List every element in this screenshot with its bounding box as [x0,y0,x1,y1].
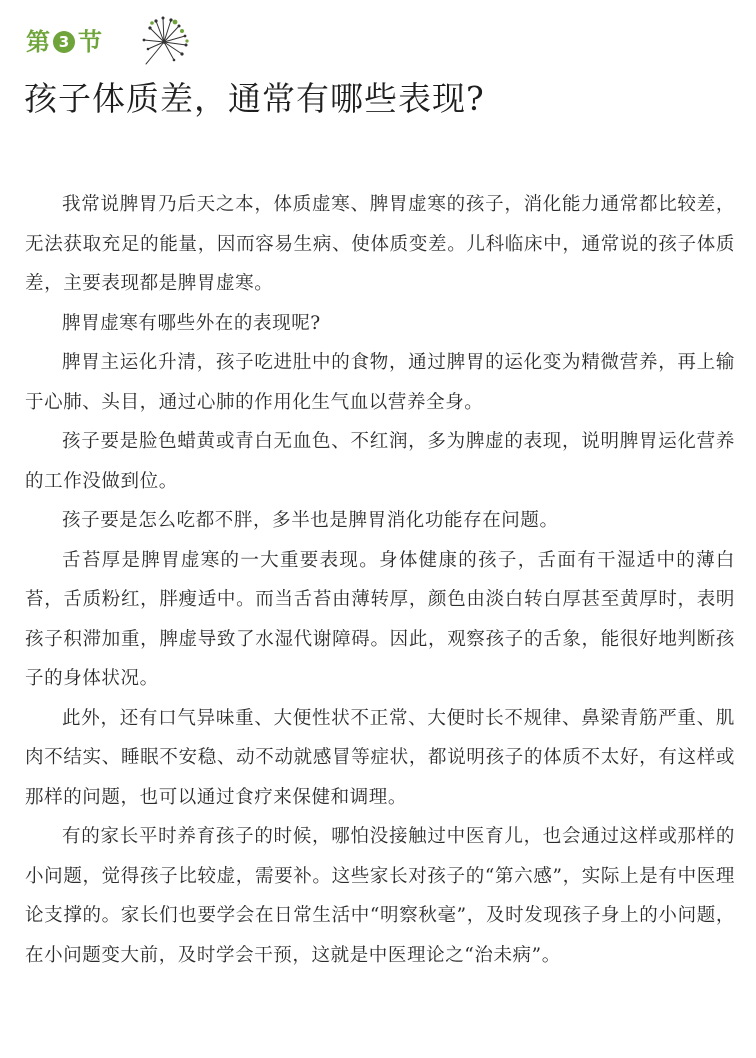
dandelion-icon [134,14,192,72]
paragraph: 脾胃主运化升清，孩子吃进肚中的食物，通过脾胃的运化变为精微营养，再上输于心肺、头目，通过心肺的作用化生气血以营养全身。 [25,352,735,413]
paragraph: 有的家长平时养育孩子的时候，哪怕没接触过中医育儿，也会通过这样或那样的小问题，觉得孩子比较虚，需要补。这些家长对孩子的“第六感”，实际上是有中医理论支撑的。家长们也要学会在日常生活中“明察秋毫”，及时发现孩子身上的小问题，在小问题变大前，及时学会干预，这就是中医理论之“治未病”。 [25,826,735,966]
page-title: 孩子体质差，通常有哪些表现? [24,79,485,118]
paragraph: 此外，还有口气异味重、大便性状不正常、大便时长不规律、鼻梁青筋严重、肌肉不结实、睡眠不安稳、动不动就感冒等症状，都说明孩子的体质不太好，有这样或那样的问题，也可以通过食疗来保健和调理。 [25,707,735,808]
section-suffix: 节 [78,27,102,56]
section-number-badge: 3 [53,31,75,53]
paragraph: 孩子要是脸色蜡黄或青白无血色、不红润，多为脾虚的表现，说明脾胃运化营养的工作没做到位。 [25,431,735,492]
article-body [25,185,735,975]
section-header [26,22,102,62]
paragraph: 孩子要是怎么吃都不胖，多半也是脾胃消化功能存在问题。 [62,510,559,531]
paragraph: 舌苔厚是脾胃虚寒的一大重要表现。身体健康的孩子，舌面有干湿适中的薄白苔，舌质粉红，胖瘦适中。而当舌苔由薄转厚，颜色由淡白转白厚甚至黄厚时，表明孩子积滞加重，脾虚导致了水湿代谢障碍。因此，观察孩子的舌象，能很好地判断孩子的身体状况。 [25,549,735,689]
paragraph: 脾胃虚寒有哪些外在的表现呢? [62,312,321,334]
section-prefix: 第 [26,27,50,56]
paragraph: 我常说脾胃乃后天之本，体质虚寒、脾胃虚寒的孩子，消化能力通常都比较差，无法获取充足的能量，因而容易生病、使体质变差。儿科临床中，通常说的孩子体质差，主要表现都是脾胃虚寒。 [25,194,735,294]
